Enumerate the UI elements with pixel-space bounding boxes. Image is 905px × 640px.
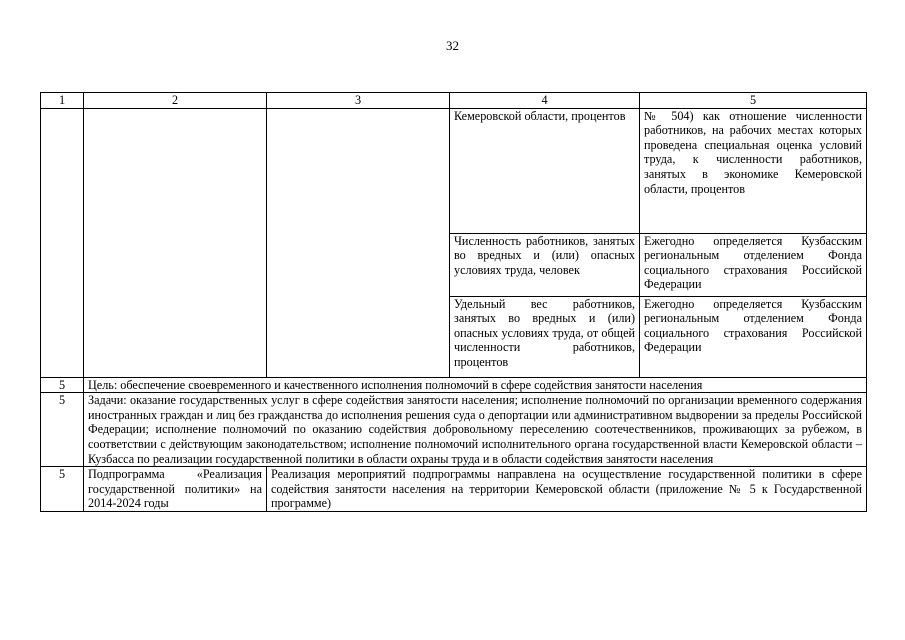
header-col-2: 2 [84, 93, 267, 109]
row-number: 5 [41, 467, 84, 512]
empty-cell [84, 108, 267, 377]
header-col-5: 5 [640, 93, 867, 109]
page-number: 32 [446, 38, 459, 53]
empty-cell [41, 108, 84, 377]
header-col-4: 4 [450, 93, 640, 109]
goal-row [41, 377, 867, 393]
header-row [41, 93, 867, 109]
subprogram-title: Подпрограмма «Реализация государственной политики» на 2014-2024 годы [84, 467, 267, 512]
method-cell: № 504) как отношение численности работников, на рабочих местах которых проведена специальная оценка условий труда, к численности работников, занятых в экономике Кемеровской области, процентов [640, 108, 867, 233]
indicator-cell: Кемеровской области, процентов [450, 108, 640, 233]
tasks-row [41, 393, 867, 467]
indicator-cell: Численность работников, занятых во вредных и (или) опасных условиях труда, человек [450, 233, 640, 296]
row-number: 5 [41, 377, 84, 393]
header-col-1: 1 [41, 93, 84, 109]
goal-text: Цель: обеспечение своевременного и качественного исполнения полномочий в сфере содействия занятости населения [84, 377, 867, 393]
empty-cell [267, 108, 450, 377]
header-col-3: 3 [267, 93, 450, 109]
row-number: 5 [41, 393, 84, 467]
method-cell: Ежегодно определяется Кузбасским региональным отделением Фонда социального страхования Российской Федерации [640, 296, 867, 377]
subprogram-text: Реализация мероприятий подпрограммы направлена на осуществление государственной политики в сфере содействия занятости населения на территории Кемеровской области (приложение № 5 к Государственной программе) [267, 467, 867, 512]
tasks-text: Задачи: оказание государственных услуг в сфере содействия занятости населения; исполнение полномочий по организации временного содержания иностранных граждан и лиц без гражданства до исполнения решения суда о депортации или административном выдворении за пределы Российской Федерации; исполнение полномочий по оказанию содействия добровольному переселению соотечественников, проживающих за рубежом, в соответствии с действующим законодательством; исполнение полномочий исполнительного органа государственной власти Кемеровской области – Кузбасса по реализации государственной политики в области охраны труда и в области содействия занятости населения [84, 393, 867, 467]
method-cell: Ежегодно определяется Кузбасским региональным отделением Фонда социального страхования Российской Федерации [640, 233, 867, 296]
indicator-cell: Удельный вес работников, занятых во вредных и (или) опасных условиях труда, от общей численности работников, процентов [450, 296, 640, 377]
program-table [40, 92, 867, 512]
table-row [41, 108, 867, 233]
subprogram-row [41, 467, 867, 512]
